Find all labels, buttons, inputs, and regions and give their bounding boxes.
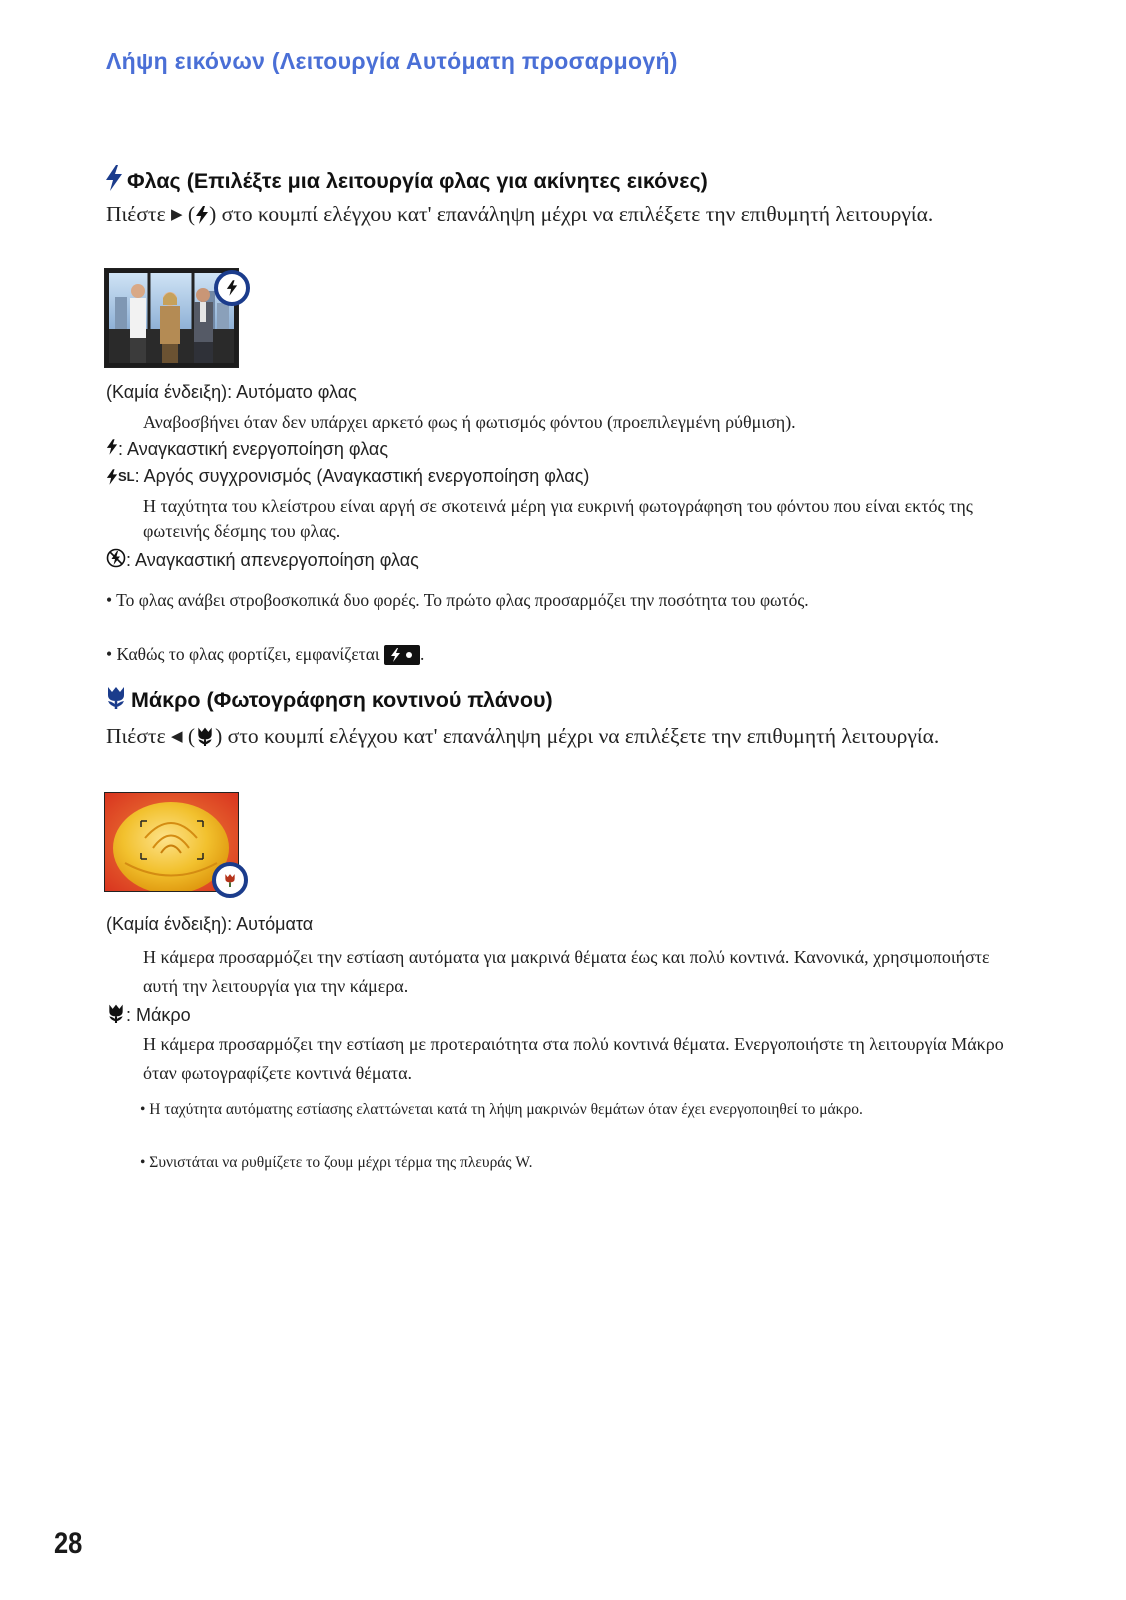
macro-tulip-icon [223, 872, 237, 888]
flash-note-1: • Το φλας ανάβει στροβοσκοπικά δυο φορές. Το πρώτο φλας προσαρμόζει την ποσότητα του φωτός. [106, 590, 809, 610]
macro-mode-row [106, 1002, 191, 1029]
macro-section-title-row [104, 684, 553, 716]
flash-auto-description: Αναβοσβήνει όταν δεν υπάρχει αρκετό φως ή φωτισμός φόντου (προεπιλεγμένη ρύθμιση). [143, 412, 796, 432]
flash-section-title-row [104, 164, 708, 198]
flash-slow-sync-description: Η ταχύτητα του κλείστρου είναι αργή σε σκοτεινά μέρη για ευκρινή φωτογράφηση του φόντου που είναι εκτός της φωτεινής δέσμης του φλας. [143, 496, 973, 541]
lead-suffix: στο κουμπί ελέγχου κατ' επανάληψη μέχρι να επιλέξετε την επιθυμητή λειτουργία. [221, 202, 934, 226]
page-number: 28 [54, 1527, 83, 1560]
flash-slow-sync-row [106, 466, 589, 487]
macro-lead-paragraph: Πιέστε ◀ ( ) στο κουμπί ελέγχου κατ' επανάληψη μέχρι να επιλέξετε την επιθυμητή λειτουργία. [106, 722, 1036, 754]
flash-indicator-badge [214, 270, 250, 306]
lead-prefix: Πιέστε [106, 202, 166, 226]
macro-tulip-icon [106, 1002, 126, 1029]
flash-icon [226, 279, 238, 297]
right-arrow-icon: ▶ [170, 207, 183, 223]
flash-slow-sync-label: : Αργός συγχρονισμός (Αναγκαστική ενεργοποίηση φλας) [134, 466, 590, 486]
flash-note-2-prefix: • Καθώς το φλας φορτίζει, εμφανίζεται [106, 644, 380, 664]
macro-indicator-badge [212, 862, 248, 898]
flash-icon [104, 164, 124, 198]
slow-sync-text: SL [118, 469, 135, 484]
flash-section-title: Φλας (Επιλέξτε μια λειτουργία φλας για ακίνητες εικόνες) [127, 168, 708, 193]
flash-lead-paragraph: Πιέστε ▶ ( ) στο κουμπί ελέγχου κατ' επανάληψη μέχρι να επιλέξετε την επιθυμητή λειτουργία. [106, 200, 1036, 232]
page-header-title: Λήψη εικόνων (Λειτουργία Αυτόματη προσαρμογή) [106, 48, 678, 74]
flash-charging-icon [384, 645, 420, 665]
flash-forced-on-row [106, 438, 388, 461]
macro-note-1: • Η ταχύτητα αυτόματης εστίασης ελαττώνεται κατά τη λήψη μακρινών θεμάτων όταν έχει ενεργοποιηθεί το μάκρο. [140, 1101, 863, 1118]
flash-off-icon [106, 548, 126, 573]
macro-tulip-icon [195, 725, 215, 754]
macro-auto-description: Η κάμερα προσαρμόζει την εστίαση αυτόματα για μακρινά θέματα έως και πολύ κοντινά. Κανονικά, χρησιμοποιήστε αυτή την λειτουργία για την κάμερα. [143, 947, 990, 996]
flash-forced-on-label: : Αναγκαστική ενεργοποίηση φλας [118, 439, 388, 459]
lead-suffix: στο κουμπί ελέγχου κατ' επανάληψη μέχρι να επιλέξετε την επιθυμητή λειτουργία. [227, 724, 940, 748]
macro-note-2: • Συνιστάται να ρυθμίζετε το ζουμ μέχρι τέρμα της πλευράς W. [140, 1154, 533, 1171]
macro-mode-description: Η κάμερα προσαρμόζει την εστίαση με προτεραιότητα στα πολύ κοντινά θέματα. Ενεργοποιήστε τη λειτουργία Μάκρο όταν φωτογραφίζετε κοντινά θέματα. [143, 1034, 1004, 1083]
macro-auto-label: (Καμία ένδειξη): Αυτόματα [106, 914, 314, 934]
macro-mode-label: : Μάκρο [126, 1005, 191, 1025]
flash-auto-label: (Καμία ένδειξη): Αυτόματο φλας [106, 382, 357, 402]
flash-icon [106, 438, 118, 461]
macro-tulip-icon [104, 684, 128, 716]
flash-note-2-row [106, 642, 1040, 667]
macro-section-title: Μάκρο (Φωτογράφηση κοντινού πλάνου) [131, 687, 553, 712]
left-arrow-icon: ◀ [170, 729, 183, 745]
flash-icon [195, 204, 209, 232]
lead-prefix: Πιέστε [106, 724, 166, 748]
flash-forced-off-row [106, 548, 419, 573]
flash-slow-sync-icon [106, 468, 135, 486]
flash-forced-off-label: : Αναγκαστική απενεργοποίηση φλας [126, 550, 419, 570]
flash-note-2-suffix: . [419, 644, 425, 664]
